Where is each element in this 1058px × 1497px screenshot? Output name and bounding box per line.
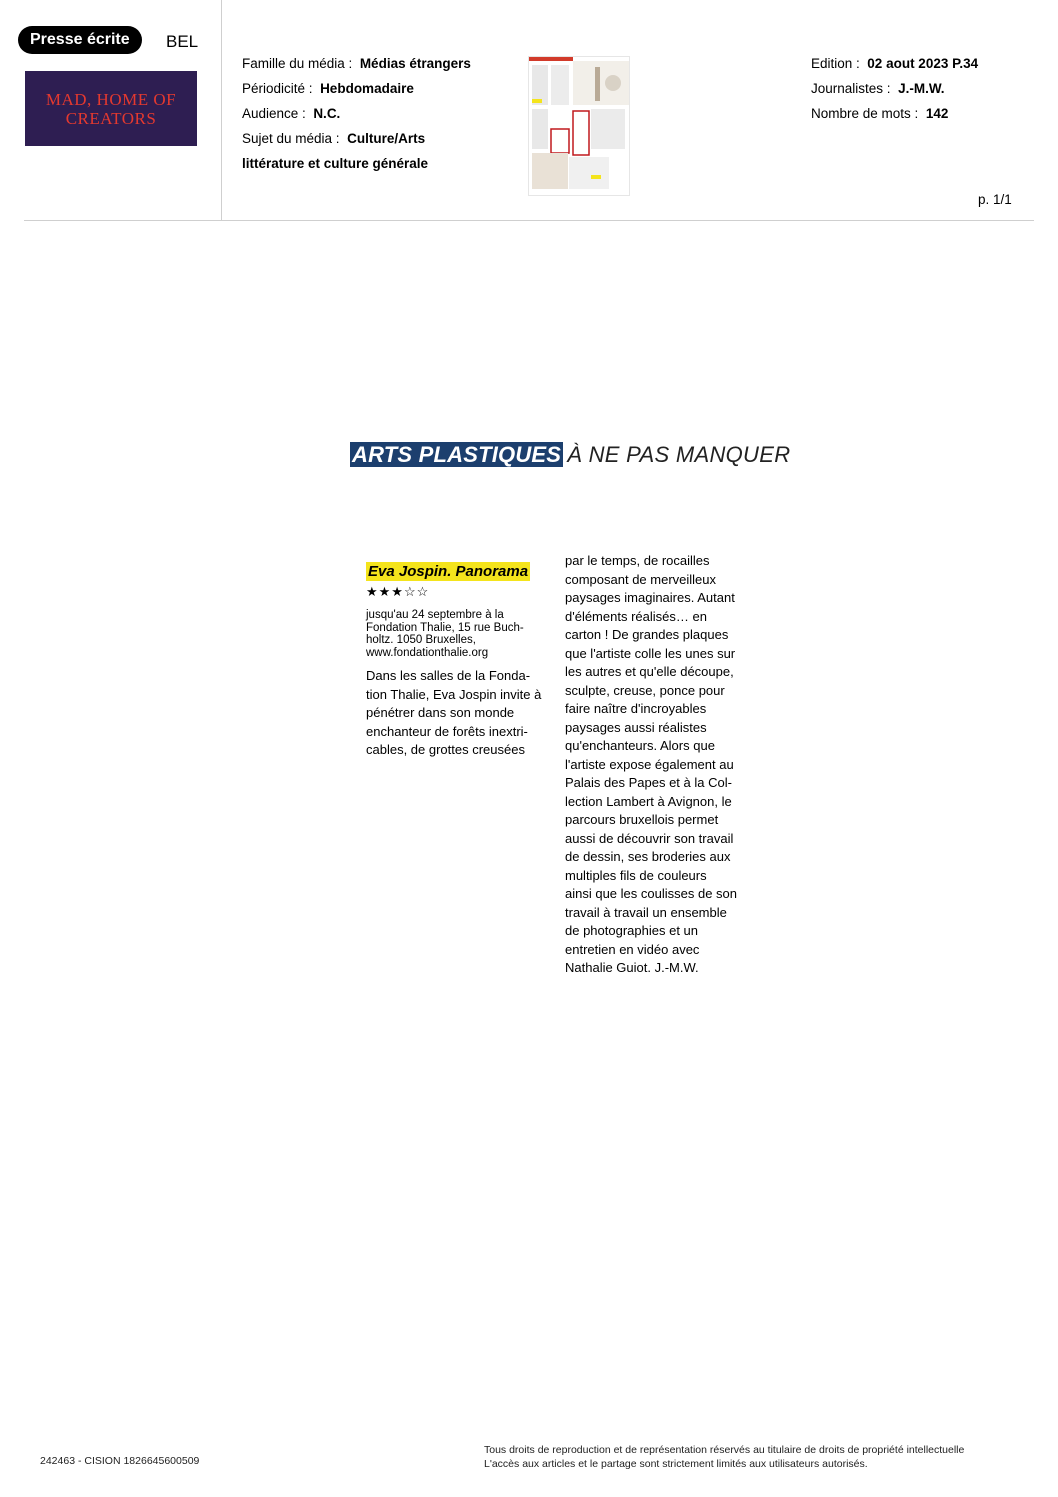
body-line: paysages imaginaires. Autant [565,590,735,605]
meta-mots [811,106,948,122]
rights-line-1: Tous droits de reproduction et de représentation réservés au titulaire de droits de propriété intellectuelle [484,1444,965,1456]
body-line: Dans les salles de la Fonda- [366,668,531,683]
body-line: lection Lambert à Avignon, le [565,793,732,809]
body-line: les autres et qu'elle découpe, [565,664,734,679]
meta-audience-value: N.C. [313,106,341,121]
meta-sujet-value-2: littérature et culture générale [242,156,429,171]
body-line: d'éléments réalisés… en [565,608,707,624]
document-id: 242463 - CISION 1826645600509 [40,1455,200,1467]
meta-audience-label: Audience : [242,106,306,121]
meta-audience [242,106,340,122]
media-type-badge: Presse écrite [18,26,142,54]
meta-mots-label: Nombre de mots : [811,106,919,121]
publication-logo [25,71,197,146]
body-line: travail à travail un ensemble [565,904,727,920]
body-line: parcours bruxellois permet [565,812,719,827]
body-line: l'artiste expose également au [565,756,734,772]
body-line: entretien en vidéo avec [565,941,700,957]
rubric-label: ARTS PLASTIQUES [352,442,562,467]
meta-periodicite-value: Hebdomadaire [320,81,414,96]
header-divider-horizontal [24,220,1034,221]
body-line: paysages aussi réalistes [565,719,707,735]
meta-sujet [242,131,425,147]
body-line: Nathalie Guiot. J.-M.W. [565,960,699,975]
body-line: sculpte, creuse, ponce pour [565,682,725,698]
section-heading [350,442,790,468]
body-line: cables, de grottes creusées [366,742,525,757]
meta-edition-value: 02 aout 2023 P.34 [867,56,979,71]
body-line: faire naître d'incroyables [565,701,707,716]
body-line: de photographies et un [565,923,698,938]
meta-journalistes [811,81,945,97]
page-thumbnail [528,56,630,196]
meta-periodicite-label: Périodicité : [242,81,313,96]
meta-sujet-value: Culture/Arts [347,131,426,146]
meta-journalistes-label: Journalistes : [811,81,891,96]
rights-notice [484,1443,964,1471]
page-number: p. 1/1 [978,192,1012,207]
body-line: Palais des Papes et à la Col- [565,775,732,790]
body-line: pénétrer dans son monde [366,705,515,720]
info-line: holtz. 1050 Bruxelles, [366,634,476,646]
page-thumbnail-icon [529,57,629,195]
meta-famille [242,56,471,72]
body-line: par le temps, de rocailles [565,553,710,568]
country-code: BEL [166,32,199,51]
info-line: jusqu'au 24 septembre à la [366,609,504,621]
meta-famille-label: Famille du média : [242,56,353,71]
body-line: ainsi que les coulisses de son [565,886,737,901]
body-line: carton ! De grandes plaques [565,627,729,642]
body-line: de dessin, ses broderies aux [565,849,731,864]
meta-famille-value: Médias étrangers [359,56,471,71]
meta-sujet-2 [242,156,428,172]
body-line: multiples fils de couleurs [565,867,707,883]
exhibition-info [366,609,542,659]
rights-line-2: L'accès aux articles et le partage sont strictement limités aux utilisateurs autorisés. [484,1458,868,1470]
article-body-column-2 [565,552,745,978]
body-line: aussi de découvrir son travail [565,830,734,846]
body-line: qu'enchanteurs. Alors que [565,738,715,753]
meta-sujet-label: Sujet du média : [242,131,340,146]
logo-line-2: CREATORS [65,108,157,128]
meta-journalistes-value: J.-M.W. [898,81,945,96]
rubric-subtitle: À NE PAS MANQUER [567,442,791,467]
article-title: Eva Jospin. Panorama [368,563,529,580]
logo-line-1: MAD, HOME OF [45,89,177,109]
header-divider-vertical [221,0,222,220]
rating-stars: ★★★☆☆ [366,584,430,599]
body-line: tion Thalie, Eva Jospin invite à [366,686,542,702]
body-line: enchanteur de forêts inextri- [366,723,528,739]
info-line: www.fondationthalie.org [366,646,489,659]
body-line: composant de merveilleux [565,571,717,587]
article-body-column-1 [366,667,548,760]
body-line: que l'artiste colle les unes sur [565,645,736,661]
meta-edition-label: Edition : [811,56,860,71]
meta-mots-value: 142 [925,106,949,121]
meta-periodicite [242,81,414,97]
meta-edition [811,56,978,72]
info-line: Fondation Thalie, 15 rue Buch- [366,621,524,634]
